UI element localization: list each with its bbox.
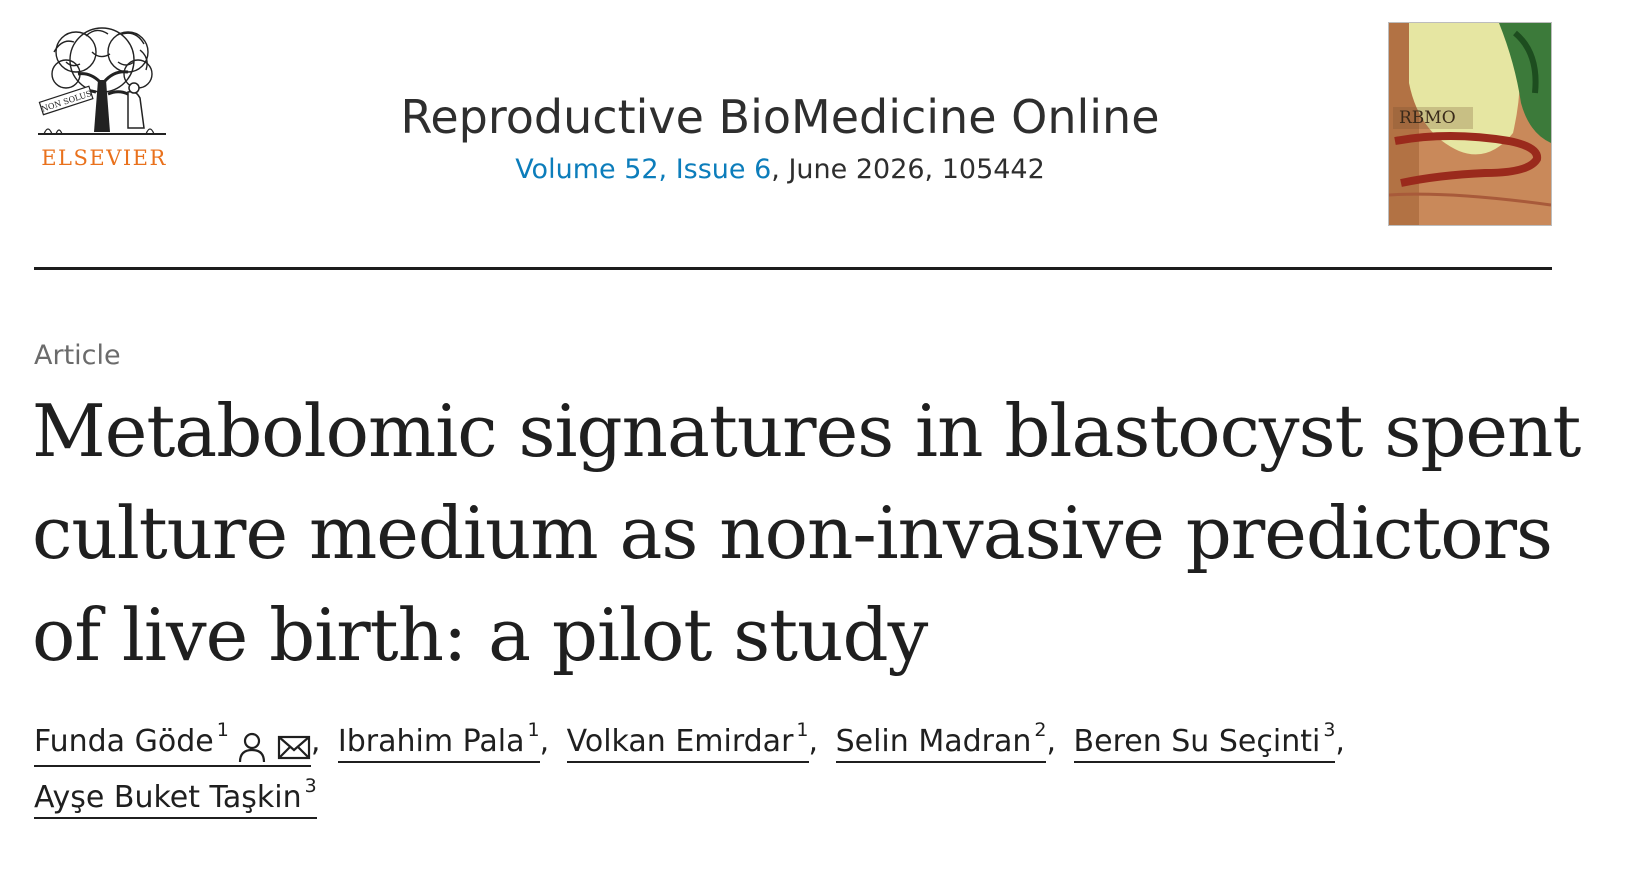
issue-link[interactable]: Volume 52, Issue 6 bbox=[515, 154, 772, 185]
author-affiliation: 3 bbox=[1323, 719, 1336, 741]
publisher-name: ELSEVIER bbox=[41, 146, 167, 170]
header-divider bbox=[34, 267, 1552, 270]
person-icon[interactable] bbox=[237, 731, 267, 763]
author-separator: , bbox=[1046, 724, 1056, 759]
author-name: Ibrahim Pala bbox=[337, 724, 525, 759]
author-link[interactable] bbox=[34, 771, 317, 819]
article-type: Article bbox=[34, 340, 121, 371]
author-name: Ayşe Buket Taşkin bbox=[34, 780, 302, 815]
author-separator: , bbox=[1335, 724, 1345, 759]
cover-label: RBMO bbox=[1399, 108, 1456, 128]
author-affiliation: 2 bbox=[1034, 719, 1047, 741]
elsevier-tree-icon bbox=[36, 22, 168, 142]
author-name: Selin Madran bbox=[835, 724, 1032, 759]
author-name: Volkan Emirdar bbox=[566, 724, 794, 759]
journal-cover-image[interactable] bbox=[1388, 22, 1552, 226]
journal-header bbox=[330, 90, 1230, 185]
author-link[interactable] bbox=[836, 715, 1047, 763]
author-link[interactable] bbox=[34, 715, 311, 767]
author-list bbox=[34, 714, 1574, 826]
cover-art bbox=[1389, 23, 1551, 225]
author-affiliation: 3 bbox=[304, 775, 317, 797]
author-link[interactable] bbox=[567, 715, 809, 763]
publisher-motto: NON SOLUS bbox=[40, 89, 93, 114]
author-separator: , bbox=[808, 724, 819, 759]
author-link[interactable] bbox=[1074, 715, 1336, 763]
envelope-icon[interactable] bbox=[277, 732, 311, 762]
author-name: Funda Göde bbox=[34, 724, 214, 759]
author-separator: , bbox=[310, 724, 321, 759]
author-name: Beren Su Seçinti bbox=[1073, 724, 1321, 759]
journal-title[interactable]: Reproductive BioMedicine Online bbox=[400, 90, 1160, 144]
journal-issue-info bbox=[330, 154, 1230, 185]
author-affiliation: 1 bbox=[216, 719, 229, 741]
author-icons bbox=[237, 727, 311, 765]
author-link[interactable] bbox=[338, 715, 540, 763]
article-title: Metabolomic signatures in blastocyst spent culture medium as non-invasive predictors of live birth: a pilot study bbox=[32, 389, 1581, 677]
author-affiliation: 1 bbox=[796, 719, 809, 741]
author-affiliation: 1 bbox=[527, 719, 540, 741]
author-separator: , bbox=[539, 724, 550, 759]
publisher-logo[interactable] bbox=[34, 22, 174, 182]
issue-date-id: , June 2026, 105442 bbox=[771, 154, 1045, 185]
